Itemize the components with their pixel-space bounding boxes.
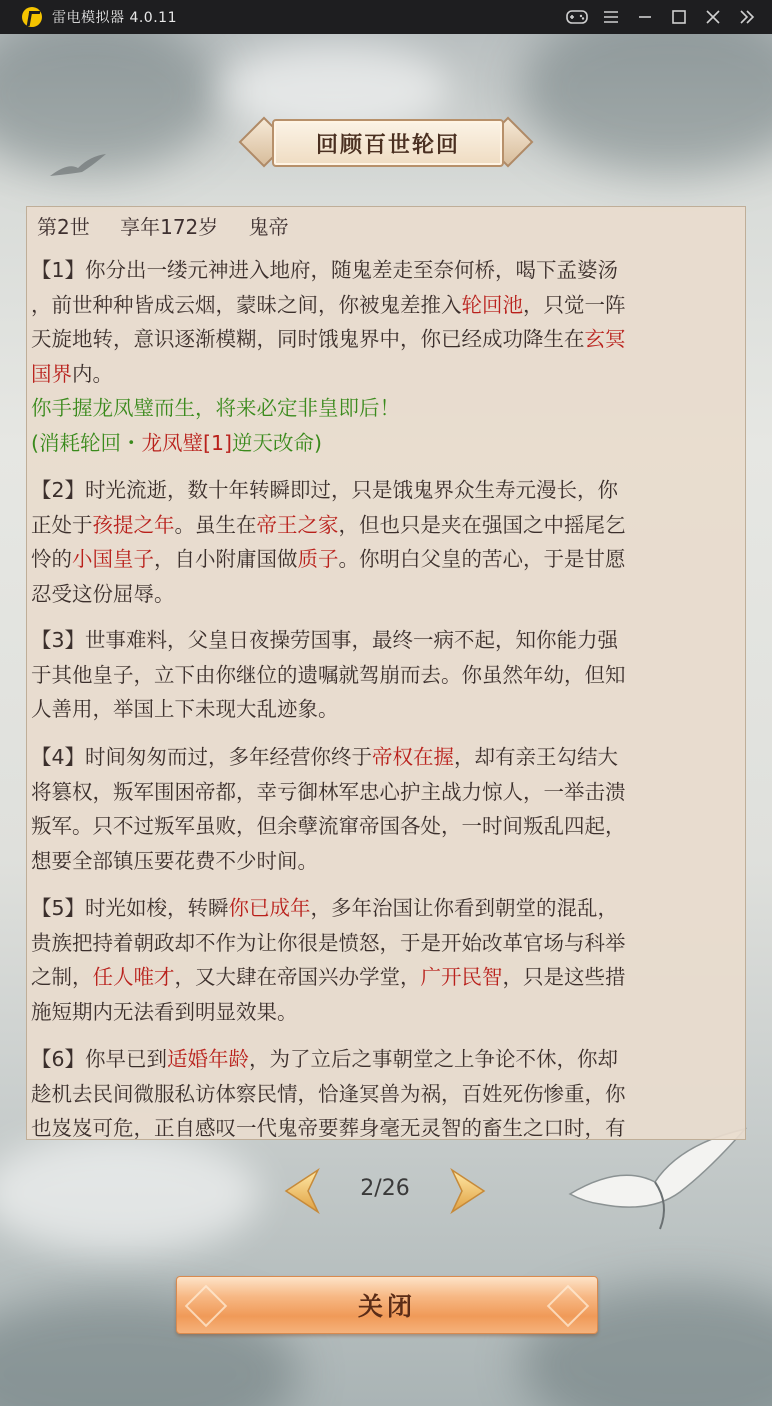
life-age: 享年172岁 (120, 215, 219, 239)
paragraph-text: 于其他皇子，立下由你继位的遗嘱就驾崩而去。你虽然年幼，但知 (31, 662, 626, 687)
paragraph-text: 【1】你分出一缕元神进入地府，随鬼差走至奈何桥，喝下孟婆汤 (31, 258, 619, 282)
highlighted-text: 适婚年龄 (167, 1047, 250, 1071)
life-event-paragraph (31, 623, 737, 727)
menu-icon[interactable] (594, 0, 628, 34)
paragraph-text: ，又大肆在帝国兴办学堂， (174, 965, 421, 989)
highlighted-text: 孩提之年 (92, 512, 175, 537)
life-event-paragraph (31, 891, 737, 1029)
paragraph-text: 趁机去民间微服私访体察民情，恰逢冥兽为祸，百姓死伤惨重，你 (31, 1081, 626, 1106)
dialog-title: 回顾百世轮回 (272, 119, 504, 167)
gamepad-icon[interactable] (560, 0, 594, 34)
paragraph-text: 正处于 (31, 512, 93, 537)
paragraph-text: ，但也只是夹在强国之中摇尾乞 (338, 512, 626, 537)
window-controls (560, 0, 764, 34)
highlighted-text: 质子 (297, 547, 339, 571)
paragraph-text: 【3】世事难料，父皇日夜操劳国事，最终一病不起，知你能力强 (31, 628, 619, 652)
paragraph-text: ，却有亲王勾结大 (454, 745, 619, 769)
life-summary (37, 211, 313, 240)
app-logo-icon (22, 7, 42, 27)
paragraph-text: 。你明白父皇的苦心，于是甘愿 (338, 547, 626, 571)
paragraph-text: 人善用，举国上下未现大乱迹象。 (31, 697, 339, 721)
paragraph-text: 也岌岌可危，正自感叹一代鬼帝要葬身毫无灵智的畜生之口时，有 (31, 1116, 626, 1140)
highlighted-text: 帝权在握 (372, 745, 455, 769)
paragraph-text: ，自小附庸国做 (154, 547, 298, 571)
background-cloud (0, 1134, 260, 1254)
paragraph-text: 【6】你早已到 (31, 1047, 168, 1071)
highlighted-text: 国界 (31, 361, 72, 386)
paragraph-text: 内。 (72, 361, 113, 386)
button-ornament-icon (185, 1285, 227, 1327)
life-identity: 鬼帝 (248, 215, 289, 239)
crane-icon (48, 152, 108, 182)
paragraph-text: ，只觉一阵 (523, 292, 626, 317)
highlighted-text: 逆天改命) (232, 430, 323, 455)
game-scene (0, 34, 772, 1406)
button-ornament-icon (547, 1285, 589, 1327)
paragraph-text: 忍受这份屈辱。 (31, 581, 175, 606)
paragraph-text: ，为了立后之事朝堂之上争论不休，你却 (249, 1047, 619, 1071)
next-page-arrow-icon[interactable] (448, 1166, 492, 1216)
background-mist (520, 34, 772, 174)
highlighted-text: 玄冥 (584, 327, 626, 351)
paragraph-text: 。虽生在 (174, 512, 257, 537)
highlighted-text: 小国皇子 (72, 547, 154, 571)
life-event-paragraph (31, 253, 737, 460)
pager (272, 1164, 498, 1220)
crane-icon (560, 1124, 750, 1234)
paragraph-text: 之制， (31, 965, 93, 989)
paragraph-text: 叛军。只不过叛军虽败，但余孽流窜帝国各处，一时间叛乱四起， (31, 814, 626, 838)
paragraph-text: 想要全部镇压要花费不少时间。 (31, 848, 318, 873)
app-title: 雷电模拟器 4.0.11 (52, 10, 177, 26)
paragraph-text: ，多年治国让你看到朝堂的混乱， (310, 896, 619, 920)
maximize-icon[interactable] (662, 0, 696, 34)
highlighted-text: 你手握龙凤璧而生，将来必定非皇即后！ (31, 396, 400, 420)
dialog-header-banner (236, 116, 536, 166)
minimize-icon[interactable] (628, 0, 662, 34)
highlighted-text: 帝王之家 (256, 512, 339, 537)
paragraph-text: ，前世种种皆成云烟，蒙昧之间，你被鬼差推入 (31, 292, 462, 317)
paragraph-text: 贵族把持着朝政却不作为让你很是愤怒，于是开始改革官场与科举 (31, 930, 626, 955)
highlighted-text: 你已成年 (228, 896, 311, 920)
paragraph-text: 天旋地转，意识逐渐模糊，同时饿鬼界中，你已经成功降生在 (31, 327, 585, 351)
highlighted-text: (消耗轮回・ (31, 430, 142, 455)
paragraph-text: ，只是这些措 (502, 965, 626, 989)
page-indicator: 2/26 (360, 1176, 410, 1201)
life-event-paragraph (31, 473, 737, 611)
highlighted-text: 任人唯才 (92, 965, 175, 989)
highlighted-text: 龙凤璧[1] (141, 430, 233, 455)
highlighted-text: 轮回池 (461, 292, 523, 317)
life-event-paragraph (31, 1042, 737, 1140)
emulator-title-bar (0, 0, 772, 34)
paragraph-text: 将篡权，叛军围困帝都，幸亏御林军忠心护主战力惊人，一举击溃 (31, 779, 626, 804)
life-generation: 第2世 (37, 215, 90, 239)
close-button[interactable] (176, 1276, 598, 1334)
life-review-panel[interactable] (26, 206, 746, 1140)
paragraph-text: 【4】时间匆匆而过，多年经营你终于 (31, 745, 373, 769)
background-mist (0, 34, 220, 174)
highlighted-text: 广开民智 (420, 965, 503, 989)
life-event-paragraph (31, 740, 737, 878)
paragraph-text: 施短期内无法看到明显效果。 (31, 999, 298, 1024)
paragraph-text: 【5】时光如梭，转瞬 (31, 896, 229, 920)
close-icon[interactable] (696, 0, 730, 34)
expand-icon[interactable] (730, 0, 764, 34)
paragraph-text: 【2】时光流逝，数十年转瞬即过，只是饿鬼界众生寿元漫长，你 (31, 478, 619, 502)
paragraph-text: 怜的 (31, 547, 72, 571)
close-button-label: 关闭 (357, 1292, 416, 1321)
